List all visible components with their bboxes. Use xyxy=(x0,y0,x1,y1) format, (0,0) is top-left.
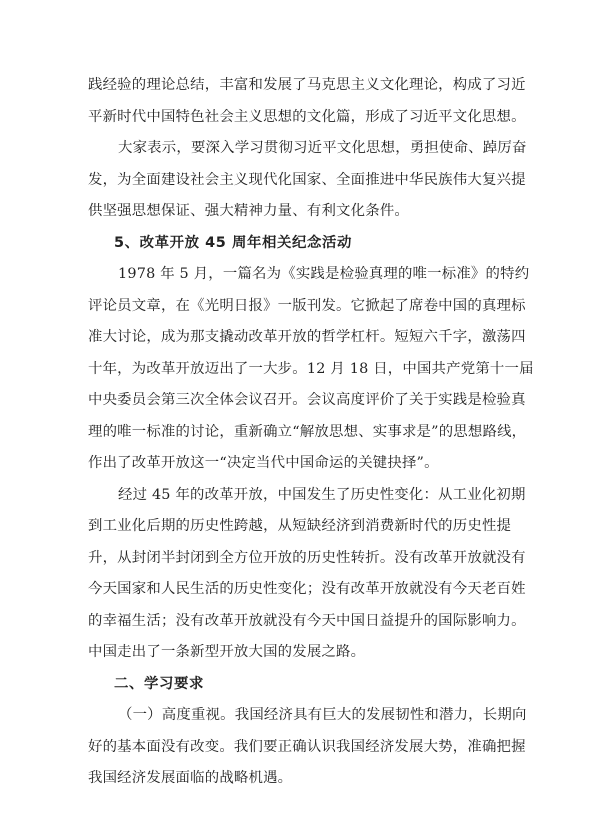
document-body xyxy=(88,70,534,795)
text-line: 作出了改革开放这一“决定当代中国命运的关键抉择”。 xyxy=(88,455,439,471)
text-line: 践经验的理论总结，丰富和发展了马克思主义文化理论，构成了习近 xyxy=(88,77,526,93)
text-line: 大家表示，要深入学习贯彻习近平文化思想，勇担使命、踔厉奋 xyxy=(118,140,527,156)
text-line: 十年，为改革开放迈出了一大步。12 月 18 日，中国共产党第十一届 xyxy=(88,360,534,377)
text-line: 供坚强思想保证、强大精神力量、有利文化条件。 xyxy=(88,203,409,219)
paragraph xyxy=(88,133,527,228)
text-line: 的幸福生活；没有改革开放就没有今天中国日益提升的国际影响力。 xyxy=(88,612,526,629)
text-line: 准大讨论，成为那支撬动改革开放的哲学杠杆。短短六千字，激荡四 xyxy=(88,329,526,345)
section-heading xyxy=(88,228,506,260)
text-line: 平新时代中国特色社会主义思想的文化篇，形成了习近平文化思想。 xyxy=(88,108,526,125)
text-line: 发，为全面建设社会主义现代化国家、全面推进中华民族伟大复兴提 xyxy=(88,171,526,188)
text-line: 经过 45 年的改革开放，中国发生了历史性变化：从工业化初期 xyxy=(118,486,526,503)
paragraph xyxy=(88,700,527,795)
text-line: 中国走出了一条新型开放大国的发展之路。 xyxy=(88,644,366,660)
paragraph xyxy=(88,480,526,669)
text-line: 好的基本面没有改变。我们要正确认识我国经济发展大势，准确把握 xyxy=(88,738,526,755)
text-line: 我国经济发展面临的战略机遇。 xyxy=(88,770,293,786)
text-line: 理的唯一标准的讨论，重新确立“解放思想、实事求是”的思想路线， xyxy=(88,423,527,440)
paragraph xyxy=(88,259,534,480)
section-heading-text: 二、学习要求 xyxy=(114,675,204,692)
section-heading-text: 5、改革开放 45 周年相关纪念活动 xyxy=(114,234,352,251)
text-line: 今天国家和人民生活的历史性变化；没有改革开放就没有今天老百姓 xyxy=(88,581,526,597)
text-line: （一）高度重视。我国经济具有巨大的发展韧性和潜力，长期向 xyxy=(118,707,527,723)
text-line: 1978 年 5 月，一篇名为《实践是检验真理的唯一标准》的特约 xyxy=(118,266,530,282)
text-line: 评论员文章，在《光明日报》一版刊发。它掀起了席卷中国的真理标 xyxy=(88,297,526,314)
paragraph-continuation xyxy=(88,70,526,133)
text-line: 升，从封闭半封闭到全方位开放的历史性转折。没有改革开放就没有 xyxy=(88,549,526,566)
text-line: 中央委员会第三次全体会议召开。会议高度评价了关于实践是检验真 xyxy=(88,392,526,408)
text-line: 到工业化后期的历史性跨越，从短缺经济到消费新时代的历史性提 xyxy=(88,518,512,534)
section-heading xyxy=(88,669,506,701)
